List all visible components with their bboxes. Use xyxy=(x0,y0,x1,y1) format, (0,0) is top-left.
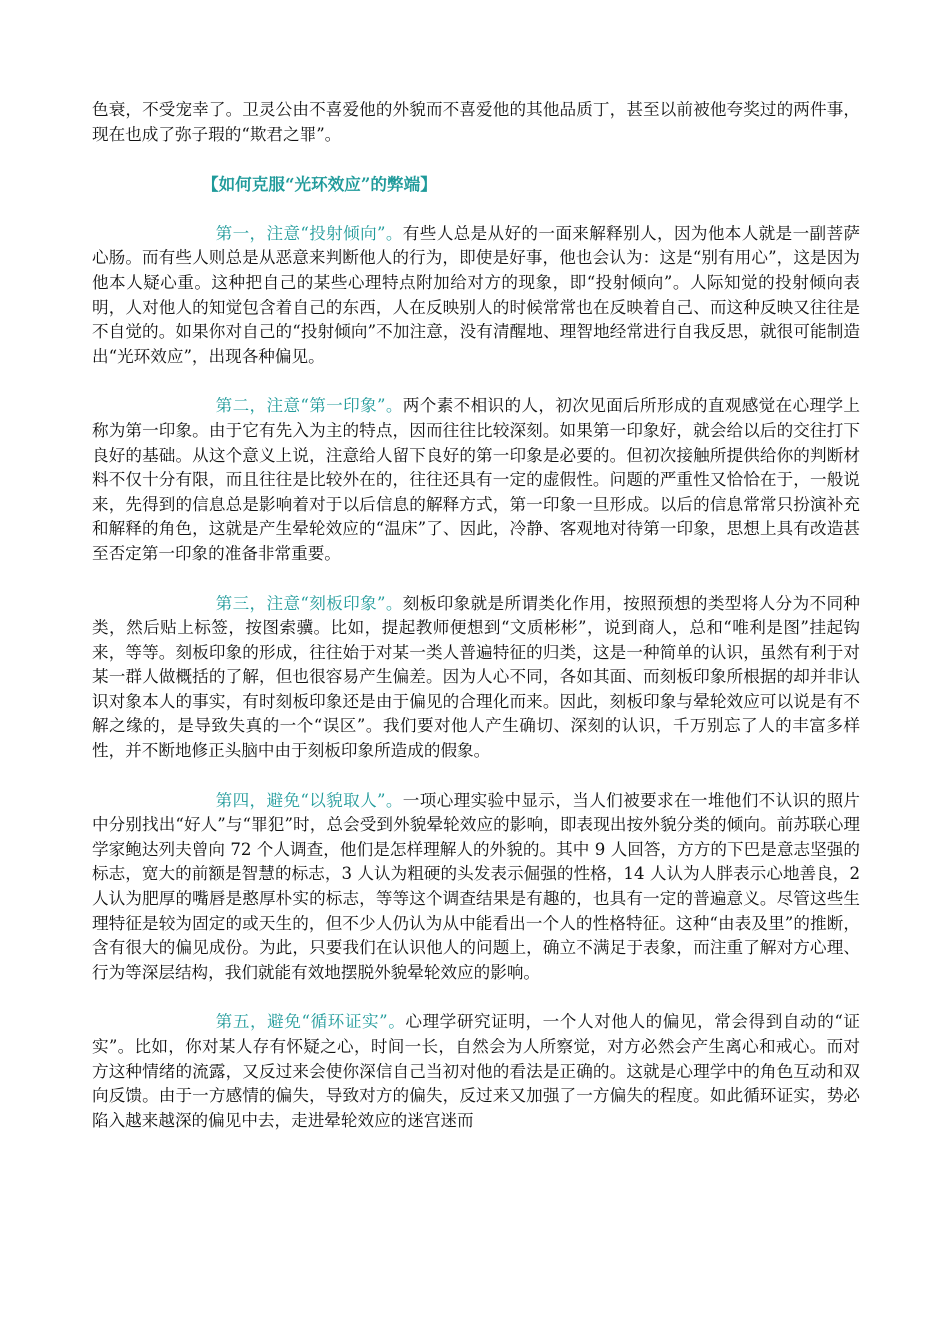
point-body-5: 心理学研究证明，一个人对他人的偏见，常会得到自动的“证实”。比如，你对某人存有怀疑之心，时间一长，自然会为人所察觉，对方必然会产生离心和戒心。而对方这种情绪的流露，又反过来会使你深信自己当初对他的看法是正确的。这就是心理学中的角色互动和双向反馈。由于一方感情的偏失，导致对方的偏失，反过来又加强了一方偏失的程度。如此循环证实，势必陷入越来越深的偏见中去，走进晕轮效应的迷宫迷而 xyxy=(92,1012,860,1130)
point-lead-1: 第一，注意“投射倾向”。 xyxy=(215,223,403,243)
point-paragraph-1 xyxy=(92,222,860,370)
point-lead-2: 第二，注意“第一印象”。 xyxy=(215,396,403,416)
document-page xyxy=(92,98,860,1133)
point-body-1: 有些人总是从好的一面来解释别人，因为他本人就是一副菩萨心肠。而有些人则总是从恶意来判断他人的行为，即使是好事，他也会认为：这是“别有用心”，这是因为他本人疑心重。这种把自己的某些心理特点附加给对方的现象，即“投射倾向”。人际知觉的投射倾向表明，人对他人的知觉包含着自己的东西，人在反映别人的时候常常也在反映着自己、而这种反映又往往是不自觉的。如果你对自己的“投射倾向”不加注意，没有清醒地、理智地经常进行自我反思，就很可能制造出“光环效应”，出现各种偏见。 xyxy=(92,223,860,366)
point-paragraph-3 xyxy=(92,592,860,764)
point-body-2: 两个素不相识的人，初次见面后所形成的直观感觉在心理学上称为第一印象。由于它有先入为主的特点，因而往往比较深刻。如果第一印象好，就会给以后的交往打下良好的基础。从这个意义上说，注意给人留下良好的第一印象是必要的。但初次接触所提供给你的判断材料不仅十分有限，而且往往是比较外在的，往往还具有一定的虚假性。问题的严重性又恰恰在于，一般说来，先得到的信息总是影响着对于以后信息的解释方式，第一印象一旦形成。以后的信息常常只扮演补充和解释的角色，这就是产生晕轮效应的“温床”了、因此，冷静、客观地对待第一印象，思想上具有改造甚至否定第一印象的准备非常重要。 xyxy=(92,396,860,563)
point-body-4: 一项心理实验中显示，当人们被要求在一堆他们不认识的照片中分别找出“好人”与“罪犯”时，总会受到外貌晕轮效应的影响，即表现出按外貌分类的倾向。前苏联心理学家鲍达列夫曾向 72 个人调查，他们是怎样理解人的外貌的。其中 9 人回答，方方的下巴是意志坚强的标志，宽大的前额是智慧的标志，3 人认为粗硬的头发表示倔强的性格，14 人认为人胖表示心地善良，2 人认为肥厚的嘴唇是憨厚朴实的标志，等等这个调查结果是有趣的，也具有一定的普遍意义。尽管这些生理特征是较为固定的或天生的，但不少人仍认为从中能看出一个人的性格特征。这种“由表及里”的推断，含有很大的偏见成份。为此，只要我们在认识他人的问题上，确立不满足于表象，而注重了解对方心理、行为等深层结构，我们就能有效地摆脱外貌晕轮效应的影响。 xyxy=(92,790,860,982)
point-paragraph-2 xyxy=(92,394,860,566)
intro-paragraph: 色衰，不受宠幸了。卫灵公由不喜爱他的外貌而不喜爱他的其他品质丁，甚至以前被他夸奖过的两件事，现在也成了弥子瑕的“欺君之罪”。 xyxy=(92,100,860,144)
point-paragraph-5 xyxy=(92,1010,860,1133)
point-lead-5: 第五，避免“循环证实”。 xyxy=(215,1012,406,1032)
point-body-3: 刻板印象就是所谓类化作用，按照预想的类型将人分为不同种类，然后贴上标签，按图索骥。比如，提起教师便想到“文质彬彬”，说到商人，总和“唯利是图”挂起钩来，等等。刻板印象的形成，往往始于对某一类人普遍特征的归类，这是一种简单的认识，虽然有利于对某一群人做概括的了解，但也很容易产生偏差。因为人心不同，各如其面、而刻板印象所根据的却并非认识对象本人的事实，有时刻板印象还是由于偏见的合理化而来。因此，刻板印象与晕轮效应可以说是有不解之缘的，是导致失真的一个“误区”。我们要对他人产生确切、深刻的认识，千万别忘了人的丰富多样性，并不断地修正头脑中由于刻板印象所造成的假象。 xyxy=(92,593,860,761)
point-lead-3: 第三，注意“刻板印象”。 xyxy=(215,593,403,613)
point-lead-4: 第四，避免“以貌取人”。 xyxy=(215,790,403,810)
point-paragraph-4 xyxy=(92,789,860,986)
section-heading: 【如何克服“光环效应”的弊端】 xyxy=(202,174,437,195)
